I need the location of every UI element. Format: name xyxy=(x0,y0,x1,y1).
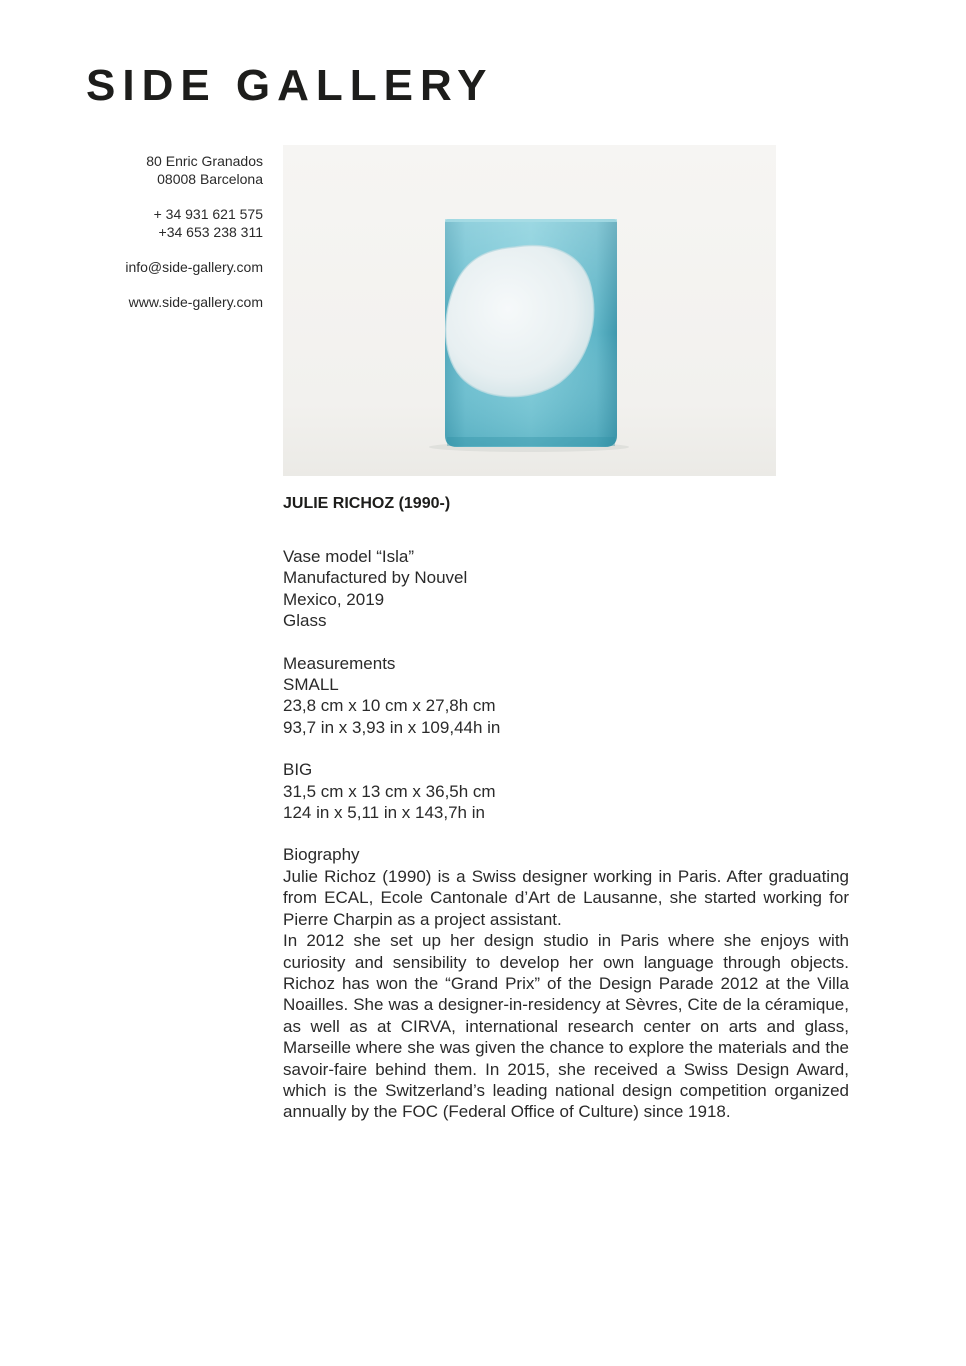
artwork-description xyxy=(283,493,849,1123)
detail-origin-year: Mexico, 2019 xyxy=(283,589,385,609)
biography-title: Biography xyxy=(283,845,360,865)
artist-name: JULIE RICHOZ (1990-) xyxy=(283,495,451,512)
gallery-logo-title: SIDE GALLERY xyxy=(86,61,494,110)
measurements-title: Measurements xyxy=(283,653,396,673)
detail-manufacturer: Manufactured by Nouvel xyxy=(283,568,468,588)
size-big-cm: 31,5 cm x 13 cm x 36,5h cm xyxy=(283,781,496,801)
biography-paragraph-2: In 2012 she set up her design studio in Paris where she enjoys with curiosity and sensibility to develop her own language through objects. Richoz has won the “Grand Prix” of the Design Parade 2012 at the Villa Noailles. She was a designer-in-residency at Sèvres, Cite de la céramique, as well as at CIRVA, international research center on arts and glass, Marseille where she was given the chance to explore the materials and the savoir-faire behind them. In 2015, she received a Swiss Design Award, which is the Switzerland’s leading national design competition organized annually by the FOC (Federal Office of Culture) since 1918. xyxy=(283,931,849,1122)
detail-model: Vase model “Isla” xyxy=(283,547,415,566)
address-city: 08008 Barcelona xyxy=(157,171,263,187)
biography-paragraph-1: Julie Richoz (1990) is a Swiss designer working in Paris. After graduating from ECAL, Ecole Cantonale d’Art de Lausanne, she started working for Pierre Charpin as a project assistant. xyxy=(283,866,849,929)
biography-section xyxy=(283,844,849,1122)
artwork-details xyxy=(283,546,849,632)
size-big-in: 124 in x 5,11 in x 143,7h in xyxy=(283,803,485,823)
measurements-section xyxy=(283,653,849,824)
size-big-label: BIG xyxy=(283,760,313,780)
detail-material: Glass xyxy=(283,611,327,631)
address-street: 80 Enric Granados xyxy=(146,153,263,169)
vase-isla-photo xyxy=(283,145,776,476)
website-link[interactable]: www.side-gallery.com xyxy=(128,294,263,310)
size-small-in: 93,7 in x 3,93 in x 109,44h in xyxy=(283,717,501,737)
contact-block xyxy=(60,152,263,311)
size-small-label: SMALL xyxy=(283,675,339,695)
phone-secondary: +34 653 238 311 xyxy=(158,224,263,240)
email-link[interactable]: info@side-gallery.com xyxy=(125,259,263,275)
size-small-cm: 23,8 cm x 10 cm x 27,8h cm xyxy=(283,696,496,716)
phone-primary: + 34 931 621 575 xyxy=(153,206,263,222)
